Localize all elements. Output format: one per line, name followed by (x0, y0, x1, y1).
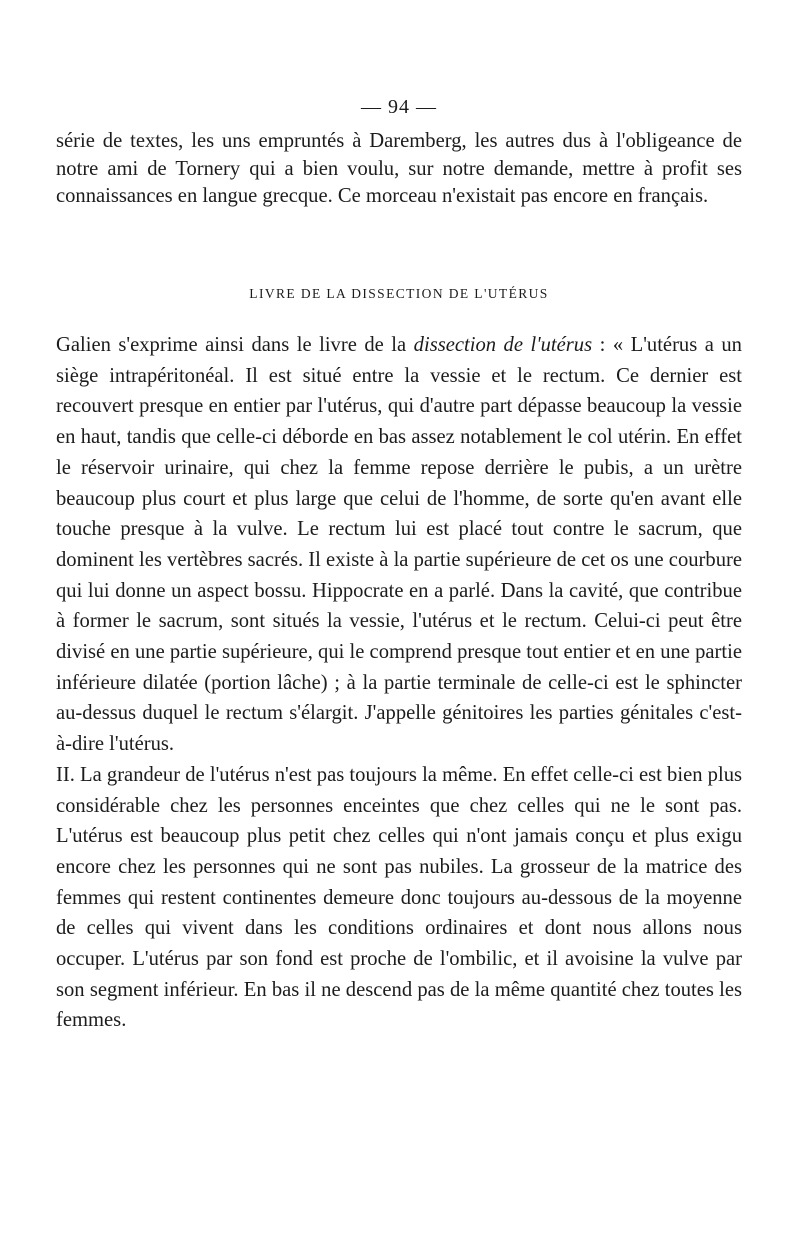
paragraph-galien-rest: : « L'utérus a un siège intrapéritonéal. Il est situé entre la vessie et le rectum. Ce dernier est recouvert presque en entier par l'utérus, qui d'autre part dépasse beaucoup la vessie en haut, tandis que celle-ci déborde en bas assez notablement le col utérin. En effet le réservoir urinaire, qui chez la femme repose derrière le pubis, a un urètre beaucoup plus court et plus large que celui de l'homme, de sorte qu'en avant elle touche presque à la vulve. Le rectum lui est placé tout contre le sacrum, que dominent les vertèbres sacrés. Il existe à la partie supérieure de cet os une courbure qui lui donne un aspect bossu. Hippocrate en a parlé. Dans la cavité, que contribue à former le sacrum, sont situés la vessie, l'utérus et le rectum. Celui-ci peut être divisé en une partie supérieure, qui le comprend presque tout entier et en une partie inférieure dilatée (portion lâche) ; à la partie terminale de celle-ci est le sphincter au-dessus duquel le rectum s'élargit. J'appelle génitoires les parties génitales c'est-à-dire l'utérus. (56, 334, 742, 756)
section-heading: LIVRE DE LA DISSECTION DE L'UTÉRUS (249, 286, 549, 301)
main-text (56, 330, 742, 1036)
paragraph-galien-start: Galien s'exprime ainsi dans le livre de la (56, 334, 414, 356)
book-title-italic: dissection de l'utérus (413, 334, 593, 356)
paragraph-galien (56, 330, 742, 760)
book-page (56, 0, 742, 1252)
page-number: — 94 — (361, 96, 437, 118)
paragraph-grandeur: II. La grandeur de l'utérus n'est pas toujours la même. En effet celle-ci est bien plus considérable chez les personnes enceintes que chez celles qui ne le sont pas. L'utérus est beaucoup plus petit chez celles qui n'ont jamais conçu et plus exigu encore chez les personnes qui ne sont pas nubiles. La grosseur de la matrice des femmes qui restent continentes demeure donc toujours au-dessous de la moyenne de celles qui vivent dans les conditions ordinaires et dont nous allons nous occuper. L'utérus par son fond est proche de l'ombilic, et il avoisine la vulve par son segment inférieur. En bas il ne descend pas de la même quantité chez toutes les femmes. (56, 763, 742, 1032)
intro-paragraph: série de textes, les uns empruntés à Daremberg, les autres dus à l'obligeance de notre ami de Tornery qui a bien voulu, sur notre demande, mettre à profit ses connaissances en langue grecque. Ce morceau n'existait pas encore en français. (56, 130, 742, 207)
